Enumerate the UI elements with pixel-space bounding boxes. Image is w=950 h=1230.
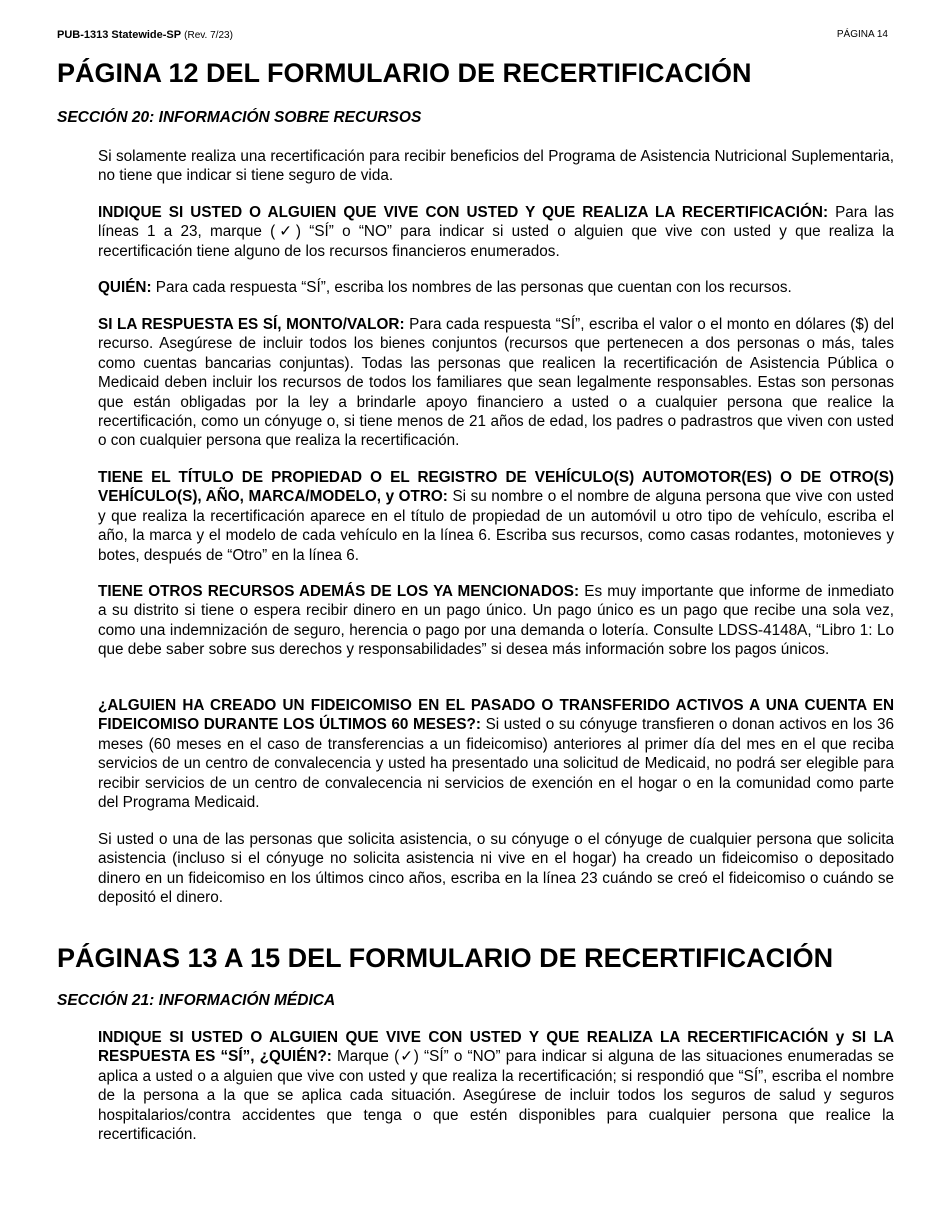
paragraph-lead: TIENE EL TÍTULO DE PROPIEDAD O EL REGISTRO DE VEHÍCULO(S) AUTOMOTOR(ES) O DE OTRO(S) VEHÍCULO(S), AÑO, MARCA/MODELO, y OTRO: xyxy=(98,469,894,506)
paragraph-body: Si su nombre o el nombre de alguna persona que vive con usted y que realiza la recertificación aparece en el título de propiedad de un automóvil u otro tipo de vehículo, escriba el año, la marca y el modelo de cada vehículo en la línea 6. Escriba sus recursos, como casas rodantes, motonieves y botes, después de “Otro” en la línea 6. xyxy=(98,488,894,564)
section-20-subheading: SECCIÓN 20: INFORMACIÓN SOBRE RECURSOS xyxy=(57,109,422,126)
paragraph-trust-date: Si usted o una de las personas que solicita asistencia, o su cónyuge o el cónyuge de cualquier persona que solicita asistencia (incluso si el cónyuge no solicita asistencia ni vive en el hogar) ha creado un fideicomiso o depositado dinero en un fideicomiso en los últimos cinco años, escriba en la línea 23 cuándo se creó el fideicomiso o cuándo se depositó el dinero. xyxy=(98,831,894,907)
section-b-heading: PÁGINAS 13 A 15 DEL FORMULARIO DE RECERTIFICACIÓN xyxy=(57,943,834,973)
paragraph-indicate xyxy=(98,203,894,261)
paragraph-who xyxy=(98,278,894,297)
paragraph-body: Si usted o su cónyuge transfieren o donan activos en los 36 meses (60 meses en el caso de transferencias a un fideicomiso) anteriores al primer día del mes en el que reciba servicios de un centro de convalecencia y usted ha presentado una solicitud de Medicaid, no podrá ser elegible para recibir servicios de un centro de convalecencia ni servicios de exención en el hogar o en la comunidad como parte del Programa Medicaid. xyxy=(98,716,895,812)
paragraph-trust xyxy=(98,696,894,812)
paragraph-lead: SI LA RESPUESTA ES SÍ, MONTO/VALOR: xyxy=(98,316,405,333)
paragraph-body: Es muy importante que informe de inmediato a su distrito si tiene o espera recibir dinero en un pago único. Un pago único es un pago que recibe una sola vez, como una indemnización de seguro, herencia o pago por una demanda o lotería. Consulte LDSS-4148A, “Libro 1: Lo que debe saber sobre sus derechos y responsabilidades” si desea más información sobre los pagos únicos. xyxy=(98,583,894,659)
paragraph-lead: INDIQUE SI USTED O ALGUIEN QUE VIVE CON USTED Y QUE REALIZA LA RECERTIFICACIÓN y SI LA RESPUESTA ES “SÍ”, ¿QUIÉN?: xyxy=(98,1029,894,1066)
page-number: PÁGINA 14 xyxy=(836,29,888,40)
paragraph-body: Marque (✓) “SÍ” o “NO” para indicar si alguna de las situaciones enumeradas se aplica a usted o a alguien que vive con usted y que realiza la recertificación; si respondió que “SÍ”, escriba el nombre de la persona a la que se aplica cada situación. Asegúrese de incluir todos los seguros de salud y seguros hospitalarios/contra accidentes que tenga o que estén disponibles para cualquier persona que realice la recertificación. xyxy=(98,1048,894,1144)
paragraph-lead: QUIÉN: xyxy=(98,279,152,296)
paragraph-other-resources xyxy=(98,582,894,660)
section-a-heading: PÁGINA 12 DEL FORMULARIO DE RECERTIFICACIÓN xyxy=(57,58,752,88)
revision-date: (Rev. 7/23) xyxy=(184,30,233,41)
paragraph-lead: INDIQUE SI USTED O ALGUIEN QUE VIVE CON USTED Y QUE REALIZA LA RECERTIFICACIÓN: xyxy=(98,204,829,221)
paragraph-amount-value xyxy=(98,315,894,451)
page-header xyxy=(57,28,890,43)
paragraph-body: Para las líneas 1 a 23, marque (✓) “SÍ” o “NO” para indicar si usted o alguien que vive con usted y que realiza la recertificación tiene alguno de los recursos financieros enumerados. xyxy=(98,204,894,260)
publication-number: PUB-1313 Statewide-SP xyxy=(57,29,182,41)
paragraph-snap-note: Si solamente realiza una recertificación para recibir beneficios del Programa de Asistencia Nutricional Suplementaria, no tiene que indicar si tiene seguro de vida. xyxy=(98,148,894,185)
paragraph-lead: ¿ALGUIEN HA CREADO UN FIDEICOMISO EN EL PASADO O TRANSFERIDO ACTIVOS A UNA CUENTA EN FIDEICOMISO DURANTE LOS ÚLTIMOS 60 MESES?: xyxy=(98,697,894,734)
paragraph-body: Para cada respuesta “SÍ”, escriba los nombres de las personas que cuentan con los recursos. xyxy=(151,279,792,296)
paragraph-vehicles xyxy=(98,468,894,565)
paragraph-lead: TIENE OTROS RECURSOS ADEMÁS DE LOS YA MENCIONADOS: xyxy=(98,583,580,600)
section-21-subheading: SECCIÓN 21: INFORMACIÓN MÉDICA xyxy=(57,992,336,1009)
paragraph-body: Para cada respuesta “SÍ”, escriba el valor o el monto en dólares ($) del recurso. Asegúrese de incluir todos los bienes conjuntos (recursos que pertenecen a dos personas o más, tales como cuentas bancarias conjuntas). Todas las personas que realicen la recertificación de Asistencia Pública o Medicaid deben incluir los recursos de todos los familiares que sean legalmente responsables. Estas son personas que están obligadas por la ley a brindarle apoyo financiero a usted o a cualquier persona que realice la recertificación, como un cónyuge o, si tiene menos de 21 años de edad, los padres o padrastros que viven con usted o con cualquier persona que realiza la recertificación. xyxy=(98,316,894,450)
paragraph-medical xyxy=(98,1028,894,1144)
